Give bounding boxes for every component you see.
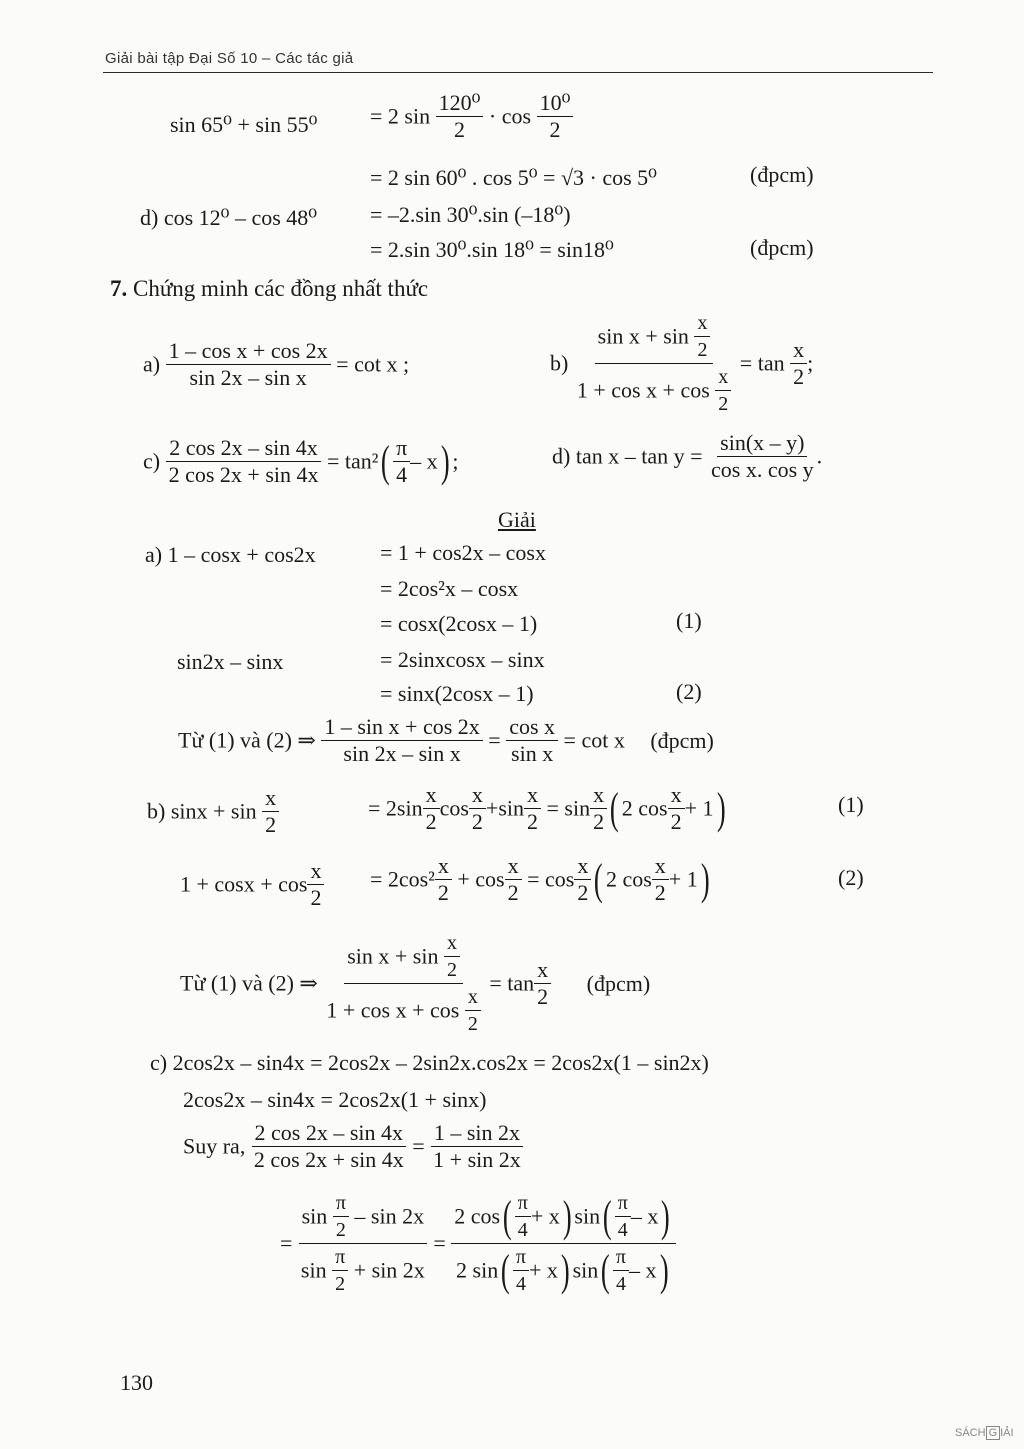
sol-a-r3: = cosx(2cosx – 1)	[380, 611, 538, 636]
sol-c-final: = sin $\frac{\pi}{2}$ – sin 2x sin $\frac{\pi}{2}$ + sin 2x = 2 cos( $\frac{\pi}{4}$ + x) sin( $\frac{\pi}{4}$ – x) 2 sin( $\frac{\pi}{4}$ + x) sin( $\frac{\pi}{4}$ – x)	[280, 1190, 676, 1297]
eq-line1-a: = 2 sin	[370, 103, 431, 129]
publisher-logo: SÁCH G IẢI	[955, 1427, 1014, 1439]
eq-d-rhs1: = –2.sin 30⁰.sin (–18⁰)	[370, 202, 571, 227]
eq-d-rhs2: = 2.sin 30⁰.sin 18⁰ = sin18⁰	[370, 237, 614, 262]
sol-b-conclusion: Từ (1) và (2) ⇒ sin x + sin $\frac{x}{2}$ 1 + cos x + cos $\frac{x}{2}$ = tan $\frac{x}{2}$ (đpcm)	[180, 932, 651, 1035]
problem-7b-frac: sin x + sin $\frac{x}{2}$ 1 + cos x + cos $\frac{x}{2}$	[574, 310, 734, 417]
page-number: 130	[120, 1370, 153, 1395]
sol-a-r5: = sinx(2cosx – 1)	[380, 681, 534, 706]
problem-7-title: 7. Chứng minh các đồng nhất thức	[110, 276, 429, 301]
eq-line2-note: (đpcm)	[750, 162, 814, 187]
sol-b-line2-rhs: = 2cos² $\frac{x}{2}$ + cos $\frac{x}{2}$ = cos $\frac{x}{2}$ ( 2 cos $\frac{x}{2}$ + 1)	[370, 853, 710, 905]
problem-7c-frac: $\frac{2 \cos 2x - \sin 4x}{2 \cos 2x + \sin 4x}$	[166, 435, 322, 488]
sol-c-line2: 2cos2x – sin4x = 2cos2x(1 + sinx)	[183, 1087, 487, 1112]
eq-line2: = 2 sin 60⁰ . cos 5⁰ = √3 · cos 5⁰	[370, 165, 657, 190]
sol-a-tag1: (1)	[676, 608, 702, 633]
sol-c-suyra: Suy ra, $\frac{2 \cos 2x - \sin 4x}{2 \cos 2x + \sin 4x}$ = $\frac{1 - \sin 2x}{1 + \sin 2x}$	[183, 1120, 524, 1173]
sol-b-line1-rhs: = 2sin $\frac{x}{2}$ cos $\frac{x}{2}$ +sin $\frac{x}{2}$ = sin $\frac{x}{2}$ ( 2 cos $\frac{x}{2}$ + 1)	[368, 782, 726, 834]
sol-c-line1: c) 2cos2x – sin4x = 2cos2x – 2sin2x.cos2x = 2cos2x(1 – sin2x)	[150, 1050, 709, 1075]
sol-a-lhs: a) 1 – cosx + cos2x	[145, 542, 316, 567]
problem-7b: b) sin x + sin $\frac{x}{2}$ 1 + cos x + cos $\frac{x}{2}$ = tan $\frac{x}{2}$ ;	[550, 312, 814, 415]
problem-7c: c) $\frac{2 \cos 2x - \sin 4x}{2 \cos 2x + \sin 4x}$ = tan²( $\frac{\pi}{4}$ – x) ;	[143, 435, 459, 487]
problem-7a-frac: $\frac{\text{1 – cos x + cos 2x}}{\text{sin 2x – sin x}}$	[166, 338, 331, 391]
sol-b-tag2: (2)	[838, 865, 864, 890]
eq-d-lhs: d) cos 12⁰ – cos 48⁰	[140, 205, 318, 230]
eq-line1-lhs: sin 65⁰ + sin 55⁰	[170, 112, 318, 137]
sol-b-line1-lhs: b) sinx + sin $\frac{x}{2}$	[147, 785, 279, 838]
eq-line1-frac2: $\frac{\text{10⁰}}{2}$	[537, 90, 574, 143]
page-header: Giải bài tập Đại Số 10 – Các tác giả	[105, 50, 354, 67]
problem-7d: d) tan x – tan y = $\frac{\sin(x - y)}{\text{cos x. cos y}}$ .	[552, 430, 823, 482]
eq-line1-mid: · cos	[488, 103, 532, 129]
sol-b-tag1: (1)	[838, 792, 864, 817]
sol-a-conclusion: Từ (1) và (2) ⇒ $\frac{\text{1 – sin x + cos 2x}}{\text{sin 2x – sin x}}$ = $\frac{\text{cos x}}{\text{sin x}}$ = cot x (đpcm)	[178, 714, 714, 766]
eq-line1-frac1: $\frac{\text{120⁰}}{2}$	[436, 90, 484, 143]
sol-a-r2: = 2cos²x – cosx	[380, 576, 519, 601]
sol-a-tag2: (2)	[676, 679, 702, 704]
sol-a-r4: = 2sinxcosx – sinx	[380, 647, 545, 672]
header-rule	[103, 72, 933, 73]
problem-7a: a) $\frac{\text{1 – cos x + cos 2x}}{\text{sin 2x – sin x}}$ = cot x ;	[143, 338, 410, 390]
solution-title: Giải	[498, 507, 536, 532]
problem-7d-frac: $\frac{\sin(x - y)}{\text{cos x. cos y}}$	[711, 430, 814, 482]
sol-a-r1: = 1 + cos2x – cosx	[380, 540, 546, 565]
eq-d-note: (đpcm)	[750, 235, 814, 260]
sol-b-line2-lhs: 1 + cosx + cos $\frac{x}{2}$	[180, 858, 324, 911]
sol-a-lhs2: sin2x – sinx	[177, 649, 284, 674]
eq-line1-rhs	[370, 90, 573, 143]
